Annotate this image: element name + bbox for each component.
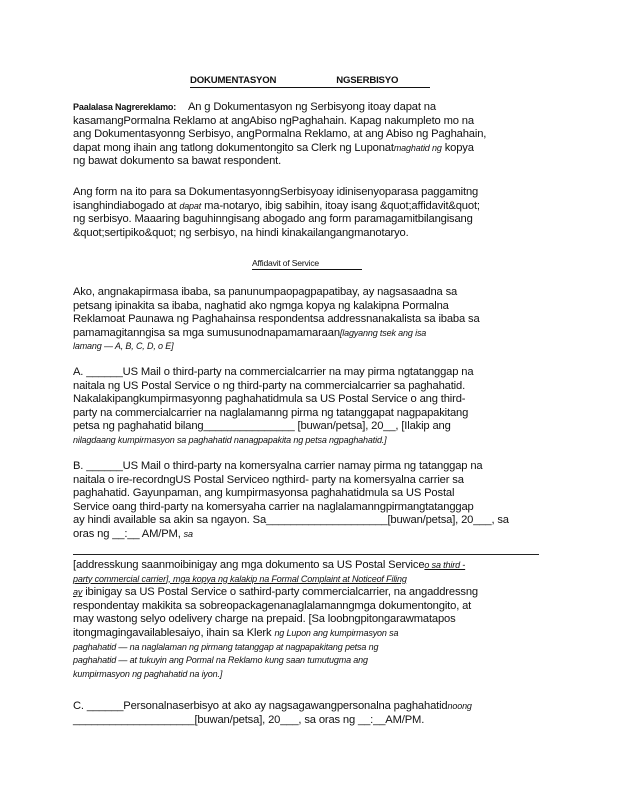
- option-b-bracket-line: party commercial carrier], mga kopya ng kalakip na Formal Complaint at Noticeof Filing: [73, 573, 407, 584]
- option-c-line: C. ______Personalnaserbisyo at ako ay nagsagawangpersonalna paghahatid: [73, 700, 448, 712]
- affidavit-subtitle: Affidavit of Service: [252, 258, 362, 270]
- option-c-paragraph: [73, 700, 545, 727]
- intro-line: pamamagitanngisa sa mga sumusunodnapamamaraan: [73, 326, 340, 339]
- option-a-line: Nakalakipangkumpirmasyonng paghahatidmula sa US Postal Service o ang third-: [73, 393, 466, 406]
- option-a-line: A. ______US Mail o third-party na commercialcarrier na may pirma ngtatanggap na: [73, 366, 474, 378]
- paalala-label: Paalalasa Nagrereklamo:: [73, 102, 177, 112]
- option-b-italic: paghahatid — at tukuyin ang Pormal na Reklamo kung saan tumutugma ang: [73, 655, 368, 666]
- option-b-italic: o sa third -: [424, 560, 466, 570]
- option-b-line: Service oang third-party na komersyaha carrier na naglalamanngpirmangtatanggap: [73, 500, 474, 513]
- paalala-line: kasamangPormalna Reklamo at angAbiso ngPaghahain. Kapag nakumpleto mo na: [73, 114, 474, 127]
- title-part-2: NGSERBISYO: [336, 75, 399, 86]
- option-a-italic: nilagdaang kumpirmasyon sa paghahatid nanagpapakita ng petsa ngpaghahatid.]: [73, 434, 387, 445]
- option-a-line: naitala ng US Postal Service o ng third-party na commercialcarrier sa paghahatid.: [73, 379, 466, 392]
- option-c-line: ____________________[buwan/petsa], 20___, sa oras ng __:__AM/PM.: [73, 713, 425, 726]
- page-title: [190, 75, 430, 88]
- form-note-paragraph: [73, 186, 545, 240]
- paalala-line: dapat mong ihain ang tatlong dokumentongito sa Clerk ng Luponat: [73, 141, 394, 154]
- option-b-italic: ng Lupon ang kumpirmasyon sa: [274, 627, 399, 638]
- form-note-line: ng serbisyo. Maaaring baguhinngisang abogado ang form paramagamitbilangisang: [73, 213, 473, 226]
- option-a-line: party na commercialcarrier na naglalamanng pirma ng tatanggapat nagpapakitang: [73, 406, 469, 419]
- option-b-bracket-line: ibinigay sa US Postal Service o sathird-party commercialcarrier, na angaddressng: [85, 586, 478, 599]
- intro-line: Ako, angnakapirmasa ibaba, sa panunumpaopagpapatibay, ay nagsasaadna sa: [73, 286, 458, 298]
- form-note-line: isanghindiabogado at: [73, 199, 177, 212]
- option-b-bracket: [73, 559, 545, 681]
- option-b-italic: sa: [183, 528, 193, 539]
- option-b-italic: paghahatid — na naglalaman ng pirmang tatanggap at nagpapakitang petsa ng: [73, 641, 379, 652]
- form-note-line: Ang form na ito para sa DokumentasyonngSerbisyoay idinisenyoparasa paggamitng: [73, 186, 479, 198]
- option-a-paragraph: [73, 366, 545, 448]
- option-b-line: oras ng __:__ AM/PM,: [73, 527, 181, 540]
- option-b-bracket-line: respondentay makikita sa sobreopackagenanaglalamanngmga dokumentongito, at: [73, 599, 472, 612]
- option-b-line: B. ______US Mail o third-party na komersyalna carrier namay pirma ng tatanggap na: [73, 460, 483, 472]
- form-note-mid: ma-notaryo, ibig sabihin, itoay isang &quot;affidavit&quot;: [204, 199, 480, 212]
- paalala-end: kopya: [444, 141, 474, 154]
- option-b-bracket-line: may wastong selyo odelivery charge na prepaid. [Sa loobngpitongarawmatapos: [73, 613, 456, 626]
- option-b-italic: ay: [73, 587, 83, 598]
- option-b-bracket-line: [addresskung saanmoibinigay ang mga dokumento sa US Postal Service: [73, 559, 425, 571]
- option-c-italic: noong: [447, 701, 472, 711]
- option-b-italic: kumpirmasyon ng paghahatid na iyon.]: [73, 668, 223, 679]
- intro-italic: lamang — A, B, C, D, o E]: [73, 341, 174, 352]
- intro-line: petsang ipinakita sa ibaba, naghatid ako ngmga kopya ng kalakipna Pormalna: [73, 299, 449, 312]
- form-note-line: &quot;sertipiko&quot; ng serbisyo, na hindi kinakailangangmanotaryo.: [73, 226, 409, 239]
- option-b-line: ay hindi available sa akin sa ngayon. Sa____________________[buwan/petsa], 20___, sa: [73, 514, 509, 527]
- intro-paragraph: [73, 286, 545, 354]
- title-part-1: DOKUMENTASYON: [190, 75, 277, 86]
- paalala-line: An g Dokumentasyon ng Serbisyong itoay dapat na: [187, 101, 436, 113]
- paalala-line: ang Dokumentasyonng Serbisyo, angPormalna Reklamo, at ang Abiso ng Paghahain,: [73, 128, 487, 141]
- form-note-italic: dapat: [179, 200, 202, 211]
- paalala-line: ng bawat dokumento sa bawat respondent.: [73, 155, 282, 168]
- option-b-line: paghahatid. Gayunpaman, ang kumpirmasyonsa paghahatidmula sa US Postal: [73, 487, 455, 500]
- option-b-line: naitala o ire-recordngUS Postal Serviceo ngthird- party na komersyalna carrier sa: [73, 473, 464, 486]
- option-b-paragraph: [73, 460, 545, 542]
- intro-italic: [lagyanng tsek ang isa: [339, 327, 427, 338]
- paalala-italic: maghatid ng: [393, 142, 442, 153]
- address-blank-line: [73, 554, 539, 555]
- paalala-paragraph: [73, 101, 545, 169]
- option-b-bracket-line: itongmagingavailablesaiyo, ihain sa Klerk: [73, 626, 272, 639]
- option-a-line: petsa ng paghahatid bilang_______________ [buwan/petsa], 20__, [Ilakip ang: [73, 420, 451, 433]
- intro-line: Reklamoat Paunawa ng Paghahainsa respondentsa addressnanakalista sa ibaba sa: [73, 313, 480, 326]
